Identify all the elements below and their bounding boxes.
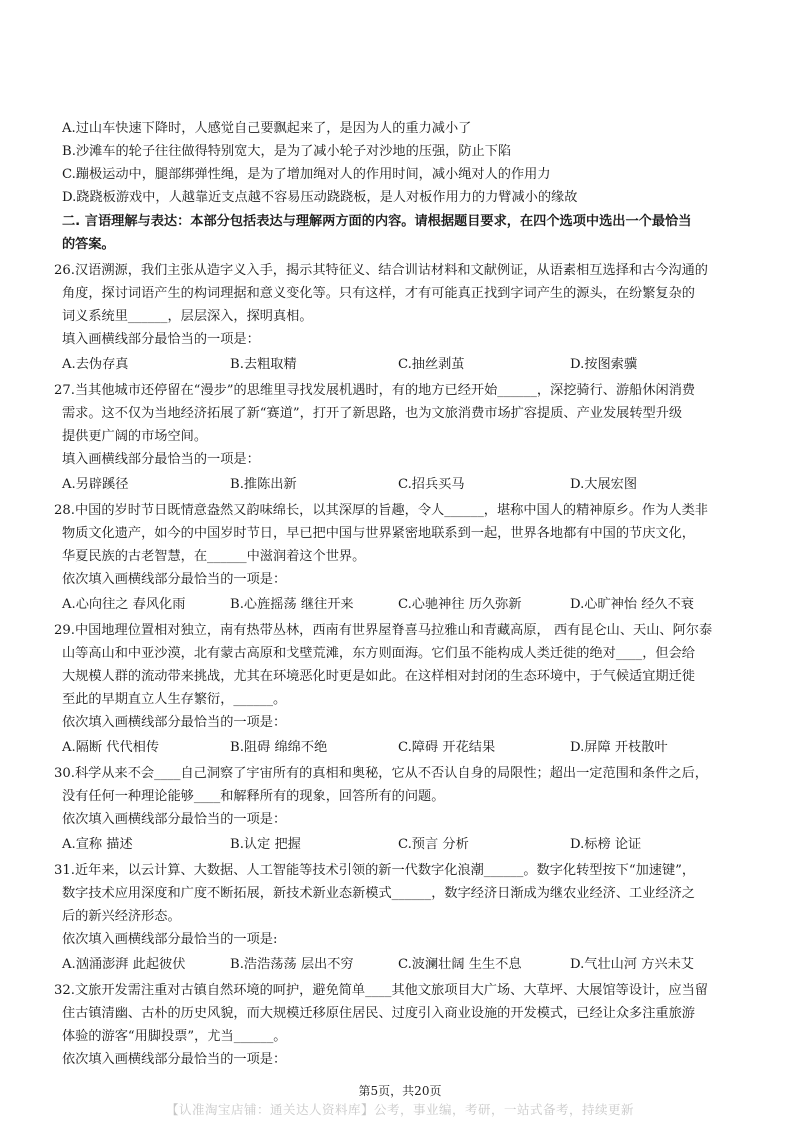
q30-line-1: 30.科学从来不会____自己洞察了宇宙所有的真相和奥秘，它从不否认自身的局限性；超出一定范围和条件之后， — [54, 766, 708, 781]
q32-line-1: 32.文旅开发需注重对古镇自然环境的呵护，避免简单____其他文旅项目大广场、大草坪、大展馆等设计，应当留 — [54, 983, 708, 998]
q29-line-2: 山等高山和中亚沙漠，北有蒙古高原和戈壁荒滩，东方则面海。它们虽不能构成人类迁徙的绝对____，但会给 — [62, 646, 695, 661]
q32-line-3: 体验的游客“用脚投票”，尤当______。 — [62, 1029, 287, 1044]
q27-prompt: 填入画横线部分最恰当的一项是： — [62, 452, 260, 467]
q27-option-b: B.推陈出新 — [230, 477, 297, 492]
q29-option-c: C.障碍 开花结果 — [398, 740, 496, 755]
q30-option-a: A.宣称 描述 — [62, 837, 133, 852]
q26-prompt: 填入画横线部分最恰当的一项是： — [62, 332, 260, 347]
q27-line-2: 需求。这不仅为当地经济拓展了新“赛道”，打开了新思路，也为文旅消费市场扩容提质、产业发展转型升级 — [62, 406, 683, 421]
q31-option-c: C.波澜壮阔 生生不息 — [398, 957, 522, 972]
q28-option-b: B.心旌摇荡 继往开来 — [230, 597, 354, 612]
q29-line-3: 大规模人群的流动带来挑战，尤其在环境恶化时更是如此。在这样相对封闭的生态环境中，于气候适宜期迁徙 — [62, 669, 695, 684]
q28-option-a: A.心向往之 春风化雨 — [62, 597, 186, 612]
q29-option-a: A.隔断 代代相传 — [62, 740, 160, 755]
q29-line-1: 29.中国地理位置相对独立，南有热带丛林，西南有世界屋脊喜马拉雅山和青藏高原， 西有昆仑山、天山、阿尔泰 — [54, 623, 713, 638]
q31-line-2: 数字技术应用深度和广度不断拓展，新技术新业态新模式______，数字经济日渐成为继农业经济、工业经济之 — [62, 886, 695, 901]
q27-option-a: A.另辟蹊径 — [62, 477, 129, 492]
q28-option-d: D.心旷神怡 经久不衰 — [570, 597, 694, 612]
q31-line-3: 后的新兴经济形态。 — [62, 909, 181, 924]
q30-option-c: C.预言 分析 — [398, 837, 469, 852]
q27-line-3: 提供更广阔的市场空间。 — [62, 429, 208, 444]
watermark-text: 【认准淘宝店铺：通关达人资料库】公考，事业编，考研，一站式备考，持续更新 — [165, 1102, 634, 1117]
q26-option-a: A.去伪存真 — [62, 357, 129, 372]
q26-option-d: D.按图索骥 — [570, 357, 638, 372]
prev-option-d: D.跷跷板游戏中，人越靠近支点越不容易压动跷跷板，是人对板作用力的力臂减小的缘故 — [62, 190, 578, 205]
q28-prompt: 依次填入画横线部分最恰当的一项是： — [62, 572, 287, 587]
q31-prompt: 依次填入画横线部分最恰当的一项是: — [62, 932, 278, 947]
q31-line-1: 31.近年来，以云计算、大数据、人工智能等技术引领的新一代数字化浪潮______。数字化转型按下“加速键”， — [54, 863, 696, 878]
q26-line-2: 角度，探讨词语产生的构词理据和意义变化等。只有这样，才有可能真正找到字词产生的源头，在纷繁复杂的 — [62, 286, 695, 301]
q29-option-d: D.屏障 开枝散叶 — [570, 740, 668, 755]
q28-option-c: C.心驰神往 历久弥新 — [398, 597, 522, 612]
q27-option-c: C.招兵买马 — [398, 477, 465, 492]
section-title-line-1: 二. 言语理解与表达：本部分包括表达与理解两方面的内容。请根据题目要求，在四个选项中选出一个最恰当 — [62, 214, 692, 229]
q26-option-c: C.抽丝剥茧 — [398, 357, 465, 372]
prev-option-b: B.沙滩车的轮子往往做得特别宽大，是为了减小轮子对沙地的压强，防止下陷 — [62, 144, 512, 159]
q30-line-2: 没有任何一种理论能够____和解释所有的现象，回答所有的问题。 — [62, 789, 445, 804]
q28-line-3: 华夏民族的古老智慧，在______中滋润着这个世界。 — [62, 549, 366, 564]
q32-line-2: 住古镇清幽、古朴的历史风貌，而大规模迁移原住居民、过度引入商业设施的开发模式，已经让众多注重旅游 — [62, 1006, 695, 1021]
q29-prompt: 依次填入画横线部分最恰当的一项是： — [62, 715, 287, 730]
section-title-line-2: 的答案。 — [62, 237, 115, 252]
q26-line-1: 26.汉语溯源，我们主张从造字义入手，揭示其特征义、结合训诂材料和文献例证，从语素相互选择和古今沟通的 — [54, 263, 708, 278]
q27-line-1: 27.当其他城市还停留在“漫步”的思维里寻找发展机遇时，有的地方已经开始______，深挖骑行、游船休闲消费 — [54, 383, 696, 398]
prev-option-c: C.蹦极运动中，腿部绑弹性绳，是为了增加绳对人的作用时间，减小绳对人的作用力 — [62, 167, 551, 182]
q30-option-b: B.认定 把握 — [230, 837, 301, 852]
prev-option-a: A.过山车快速下降时，人感觉自己要飘起来了，是因为人的重力减小了 — [62, 121, 472, 136]
q30-option-d: D.标榜 论证 — [570, 837, 642, 852]
q30-prompt: 依次填入画横线部分最恰当的一项是： — [62, 812, 287, 827]
q28-line-1: 28.中国的岁时节日既情意盎然又韵味绵长，以其深厚的旨趣，令人______，堪称中国人的精神原乡。作为人类非 — [54, 503, 708, 518]
q26-line-3: 词义系统里______，层层深入，探明真相。 — [62, 309, 313, 324]
q29-line-4: 至此的早期直立人生存繁衍，______。 — [62, 692, 287, 707]
q26-option-b: B.去粗取精 — [230, 357, 297, 372]
q31-option-d: D.气壮山河 方兴未艾 — [570, 957, 694, 972]
q31-option-b: B.浩浩荡荡 层出不穷 — [230, 957, 354, 972]
q32-prompt: 依次填入画横线部分最恰当的一项是： — [62, 1052, 287, 1067]
page-number-footer: 第5页，共20页 — [358, 1084, 442, 1098]
q31-option-a: A.汹涌澎湃 此起彼伏 — [62, 957, 186, 972]
q28-line-2: 物质文化遗产，如今的中国岁时节日，早已把中国与世界紧密地联系到一起，世界各地都有中国的节庆文化， — [62, 526, 695, 541]
q27-option-d: D.大展宏图 — [570, 477, 638, 492]
q29-option-b: B.阻碍 绵绵不绝 — [230, 740, 328, 755]
